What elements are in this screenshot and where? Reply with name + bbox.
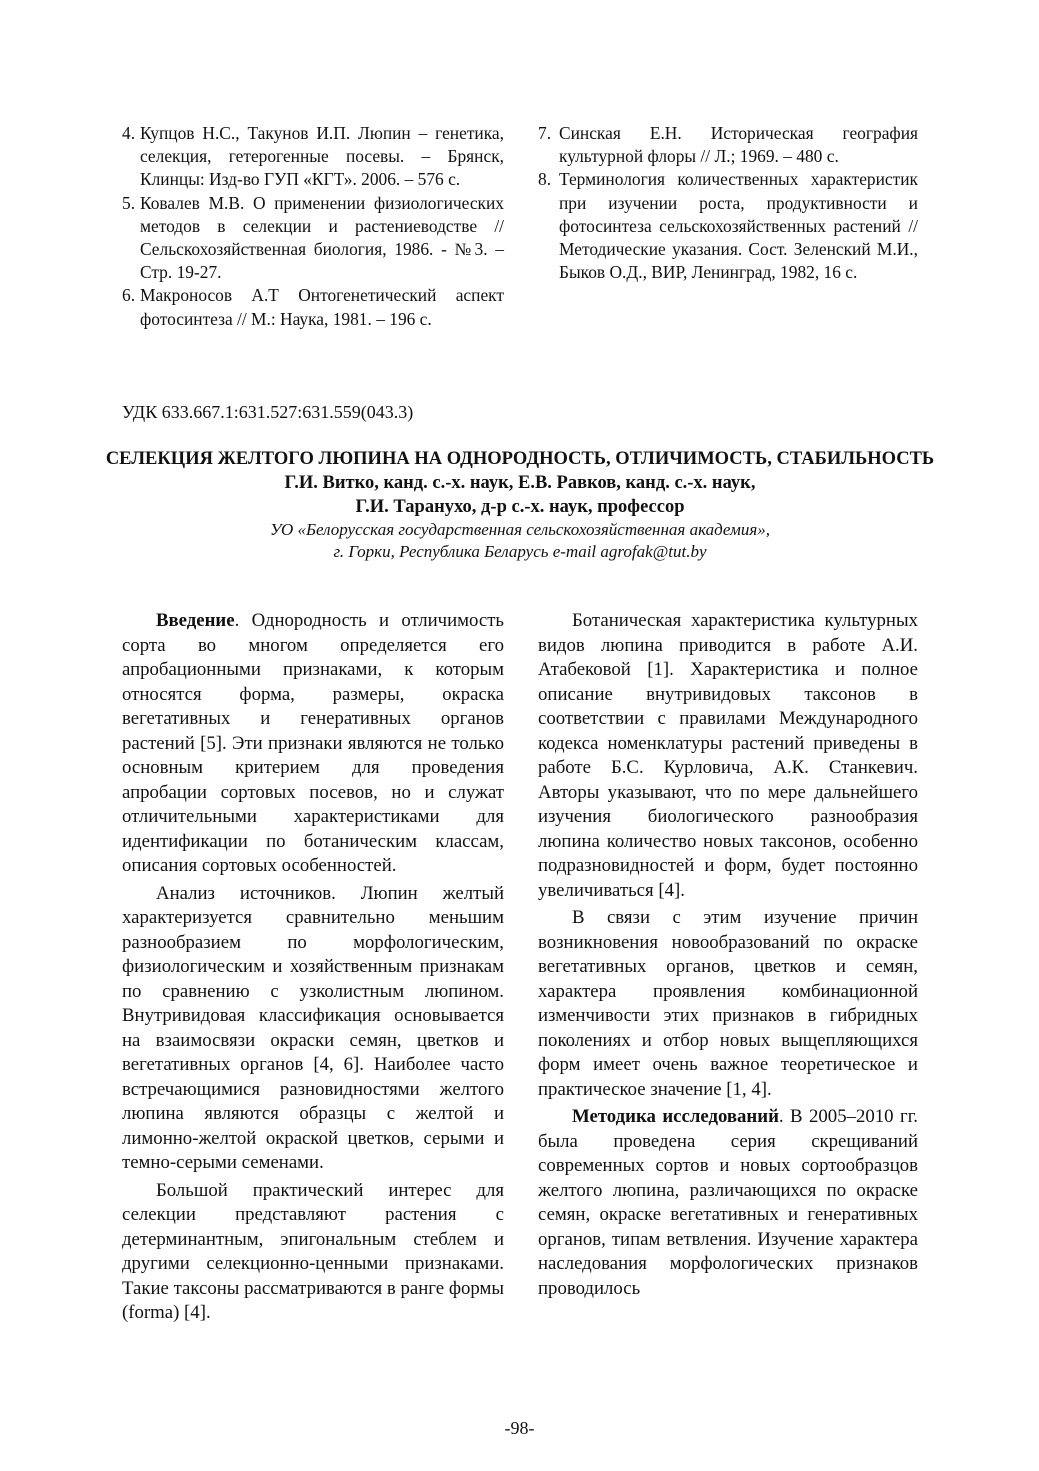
reference-text: Терминология количественных характеристик при изучении роста, продуктивности и фотосинтеза сельскохозяйственных растений // Методические указания. Сост. Зеленский М.И., Быков О.Д., ВИР, Ленинград, 1982, 16 с. — [559, 169, 918, 283]
udk-code: УДК 633.667.1:631.527:631.559(043.3) — [122, 402, 414, 422]
body-right-column — [538, 609, 918, 1304]
paragraph-practical-interest: Большой практический интерес для селекции представляют растения с детерминантным, эпигональным стеблем и другими селекционно-ценными признаками. Такие таксоны рассматриваются в ранге формы (forma) [4]. — [122, 1179, 504, 1323]
reference-item — [122, 192, 504, 285]
reference-number: 7. — [538, 123, 552, 143]
reference-item — [122, 122, 504, 192]
section-heading-introduction: Введение — [156, 610, 235, 631]
authors-line-1: Г.И. Витко, канд. с.-х. наук, Е.В. Равков, канд. с.-х. наук, — [284, 473, 756, 493]
authors-line-2: Г.И. Таранухо, д-р с.-х. наук, профессор — [355, 497, 685, 517]
references-right-column — [538, 122, 918, 284]
article-title: СЕЛЕКЦИЯ ЖЕЛТОГО ЛЮПИНА НА ОДНОРОДНОСТЬ, ОТЛИЧИМОСТЬ, СТАБИЛЬНОСТЬ — [105, 449, 935, 469]
reference-text: Ковалев М.В. О применении физиологических методов в селекции и растениеводстве // Сельскохозяйственная биология, 1986. - №3. – Стр. 19-27. — [140, 192, 504, 283]
reference-number: 8. — [538, 169, 552, 190]
reference-text: Синская Е.Н. Историческая география культурной флоры // Л.; 1969. – 480 с. — [559, 123, 918, 167]
paragraph-botanical: Ботаническая характеристика культурных видов люпина приводится в работе А.И. Атабековой [1]. Характеристика и полное описание внутривидовых таксонов в соответствии с правилами Международного кодекса номенклатуры растений приведены в работе Б.С. Курловича, А.К. Станкевич. Авторы указывают, что по мере дальнейшего изучения биологического разнообразия люпина количество новых таксонов, особенно подразновидностей и форм, будет постоянно увеличиваться [4]. — [538, 610, 918, 901]
reference-text: Купцов Н.С., Такунов И.П. Люпин – генетика, селекция, гетерогенные посевы. – Брянск, Клинцы: Изд-во ГУП «КГТ». 2006. – 576 с. — [140, 123, 504, 190]
affiliation-line-1: УО «Белорусская государственная сельскохозяйственная академия», — [269, 520, 771, 539]
article-header — [100, 447, 940, 563]
body-left-column — [122, 609, 504, 1329]
page-number: -98- — [504, 1418, 535, 1438]
paragraph-significance: В связи с этим изучение причин возникновения новообразований по окраске вегетативных органов, цветков и семян, характера проявления комбинационной изменчивости этих признаков в гибридных поколениях и отбор новых выщепляющихся форм имеет очень важное теоретическое и практическое значение [1, 4]. — [538, 907, 918, 1100]
reference-item — [538, 168, 918, 284]
reference-text: Макроносов А.Т Онтогенетический аспект фотосинтеза // М.: Наука, 1981. – 196 с. — [140, 285, 504, 329]
paragraph-methods — [538, 1105, 918, 1301]
references-left-column — [122, 122, 504, 331]
reference-item — [538, 122, 918, 168]
reference-number: 4. — [122, 123, 136, 143]
paragraph-sources: Анализ источников. Люпин желтый характеризуется сравнительно меньшим разнообразием по морфологическим, физиологическим и хозяйственным признакам по сравнению с узколистным люпином. Внутривидовая классификация основывается на взаимосвязи окраски семян, цветков и вегетативных органов [4, 6]. Наиболее часто встречающимися разновидностями желтого люпина являются образцы с желтой и лимонно-желтой окраской цветков, серыми и темно-серыми семенами. — [122, 882, 504, 1173]
reference-number: 6. — [122, 285, 136, 306]
paragraph-text: . В 2005–2010 гг. была проведена серия скрещиваний современных сортов и новых сортообразцов желтого люпина, различающихся по окраске семян, окраске вегетативных и генеративных органов, типам ветвления. Изучение характера наследования морфологических признаков проводилось — [538, 1106, 918, 1299]
reference-item — [122, 284, 504, 330]
paragraph-text: . Однородность и отличимость сорта во многом определяется его апробационными признаками, к которым относятся форма, размеры, окраска вегетативных и генеративных органов растений [5]. Эти признаки являются не только основным критерием для проведения апробации сортовых посевов, но и служат отличительными характеристиками для идентификации по ботаническим классам, описания сортовых особенностей. — [122, 610, 504, 876]
reference-number: 5. — [122, 192, 136, 213]
paragraph-introduction — [122, 609, 504, 879]
section-heading-methods: Методика исследований — [572, 1106, 779, 1127]
affiliation-line-2: г. Горки, Республика Беларусь e-mail agrofak@tut.by — [333, 542, 707, 561]
